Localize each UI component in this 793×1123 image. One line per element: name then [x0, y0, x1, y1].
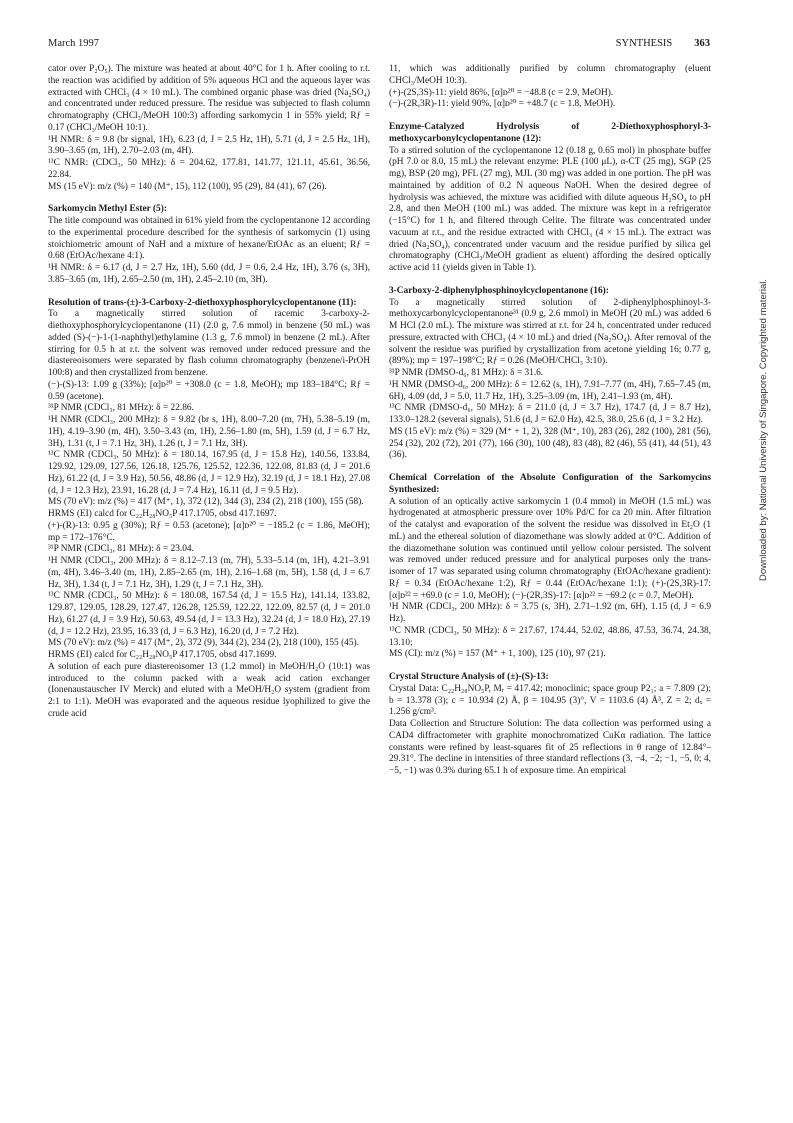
paragraph: MS (CI): m/z (%) = 157 (M⁺ + 1, 100), 125 (10), 97 (21). [389, 649, 606, 660]
paragraph: A solution of an optically active sarkomycin 1 (0.4 mmol) in MeOH (1.5 mL) was hydrogenated at atmospheric pressure over 10% Pd/C for ca 20 min. After filtration of the catalyst and evaporation of the solvent the residue was dissolved in Et₂O (1 mL) and the ethereal solution of diazomethane was slowly added at 0°C. Addition of the diazomethane solution was continued until yellow colour persisted. The solvent was removed under reduced pressure and for analytical purposes only the trans-isomer of 17 was separated using column chromatography (EtOAc/hexane gradient): Rƒ = 0.34 (EtOAc/hexane 1:2), Rƒ = 0.44 (EtOAc/hexane 1:1); (+)-(2S,3R)-17: [α]ᴅ²² = +69.0 (c = 1.0, MeOH); (−)-(2R,3S)-17: [α]ᴅ²² = −69.2 (c = 0.7, MeOH). [389, 496, 711, 601]
paragraph: MS (15 eV): m/z (%) = 140 (M⁺, 15), 112 (100), 95 (29), 84 (41), 67 (26). [48, 181, 327, 192]
paragraph: To a magnetically stirred solution of racemic 3-carboxy-2-diethoxyphosphorylcyclopentanone (11) (2.0 g, 7.6 mmol) in benzene (50 mL) was added (S)-(−)-1-(1-naphthyl)ethylamine (1.3 g, 7.6 mmol) in benzene (2 mL). After stirring for 0.5 h at r.t. the solvent was removed under reduced pressure and the diastereoisomers were separated by flash column chromatography (benzene/i-PrOH 100:8) and then crystallized from benzene. [48, 309, 370, 378]
paragraph: ¹³C NMR: (CDCl₃, 50 MHz): δ = 204.62, 177.81, 141.77, 121.11, 45.61, 36.56, 22.84. [48, 158, 370, 180]
paragraph: (−)-(2R,3R)-11: yield 90%, [α]ᴅ²⁰ = +48.7 (c = 1.8, MeOH). [389, 99, 616, 110]
paragraph: (+)-(R)-13: 0.95 g (30%); Rƒ = 0.53 (acetone); [α]ᴅ²⁰ = −185.2 (c = 1.86, MeOH); mp = 172–176°C. [48, 520, 370, 543]
paragraph: ¹³C NMR (CDCl₃, 50 MHz): δ = 180.14, 167.95 (d, J = 15.8 Hz), 140.56, 133.84, 129.92, 129.09, 127.56, 126.18, 125.76, 125.52, 122.36, 122.08, 81.83 (d, J = 201.6 Hz), 61.22 (d, J = 3.9 Hz), 50.56, 48.86 (d, J = 12.9 Hz), 32.19 (d, J = 18.1 Hz), 27.08 (d, J = 12.3 Hz), 23.91, 16.28 (d, J = 7.4 Hz), 16.11 (d, J = 9.5 Hz). [48, 450, 370, 496]
paragraph: ¹H NMR: δ = 6.17 (d, J = 2.7 Hz, 1H), 5.60 (dd, J = 0.6, 2.4 Hz, 1H), 3.76 (s, 3H), 3.85–3.65 (m, 1H), 2.65–2.50 (m, 1H), 2.45–2.10 (m, 3H). [48, 263, 370, 285]
paragraph: To a stirred solution of the cyclopentanone 12 (0.18 g, 0.65 mol) in phosphate buffer (pH 7.0 or 8.0, 15 mL) the relevant enzyme: PLE (100 μL), α-CT (25 mg), SGP (25 mg), BSP (20 mg), PFL (27 mg), MJL (30 mg) was added in one portion. The pH was maintained by addition of 0.2 N aqueous NaOH. When the desired degree of hydrolysis was achieved, the mixture was acidified with dilute aqueous H₂SO₄ to pH 2.8, and then MeOH (100 mL) was added. The mixture was kept in a refrigerator (−15°C) for 1 h, and filtered through Celite. The filtrate was concentrated under vacuum at r.t., and the residue extracted with CHCl₃ (4 × 15 mL). The extract was dried (Na₂SO₄), concentrated under vacuum and the residue purified by silica gel chromatography (CHCl₃/MeOH gradient as eluent) affording the desired optically active acid 11 (yields given in Table 1). [389, 145, 711, 273]
paragraph: ¹H NMR (CDCl₃, 200 MHz): δ = 8.12–7.13 (m, 7H), 5.33–5.14 (m, 1H), 4.21–3.91 (m, 4H), 3.46–3.40 (m, 1H), 2.85–2.65 (m, 1H), 2.16–1.68 (m, 5H), 1.58 (d, J = 6.7 Hz, 3H), 1.34 (t, J = 7.1 Hz, 3H), 1.29 (t, J = 7.1 Hz, 3H). [48, 556, 370, 590]
paragraph: ¹H NMR: δ = 9.8 (br signal, 1H), 6.23 (d, J = 2.5 Hz, 1H), 5.71 (d, J = 2.5 Hz, 1H), 3.90–3.65 (m, 1H), 2.70–2.03 (m, 4H). [48, 134, 370, 157]
paragraph: HRMS (EI) calcd for C₂₂H₂₈NO₅P 417.1705, obsd 417.1699. [48, 650, 277, 660]
paragraph: To a magnetically stirred solution of 2-diphenylphosphinoyl-3-methoxycarbonylcyclopentanone³¹ (0.9 g, 2.6 mmol) in MeOH (20 mL) was added 6 M HCl (2.0 mL). The mixture was stirred at r.t. for 24 h, concentrated under reduced pressure, extracted with CHCl₃ (4 × 10 mL) and dried (Na₂SO₄). After removal of the solvent the residue was purified by crystallization from acetone yielding 16; 0.77 g, (89%); mp = 197–198°C; Rƒ = 0.26 (MeOH/CHCl₃ 3:10). [389, 297, 711, 367]
paragraph: ³¹P NMR (CDCl₃, 81 MHz): δ = 22.86. [48, 403, 194, 414]
paragraph: ¹³C NMR (CDCl₃, 50 MHz): δ = 217.67, 174.44, 52.02, 48.86, 47.53, 36.74, 24.38, 13.10; [389, 625, 711, 648]
paragraph: ³¹P NMR (DMSO-d₆, 81 MHz): δ = 31.6. [389, 368, 544, 378]
right-column [389, 64, 711, 778]
section-heading: Sarkomycin Methyl Ester (5): [48, 204, 167, 215]
paragraph: MS (70 eV): m/z (%) = 417 (M⁺, 2), 372 (9), 344 (2), 234 (2), 218 (100), 155 (45). [48, 638, 359, 649]
running-head [48, 38, 710, 52]
issue-date: March 1997 [48, 38, 100, 49]
page-number: 363 [694, 38, 710, 49]
left-column [48, 64, 370, 721]
paragraph: A solution of each pure diastereoisomer 13 (1.2 mmol) in MeOH/H₂O (10:1) was introduced to the column packed with a weak acid cation exchanger (Ionenaustauscher IV Merck) and eluted with a MeOH/H₂O system (gradient from 2:1 to 1:1). MeOH was evaporated and the aqueous residue lyophilized to give the crude acid [48, 661, 370, 719]
paragraph: cator over P₂O₅). The mixture was heated at about 40°C for 1 h. After cooling to r.t. the reaction was acidified by addition of 5% aqueous HCl and the aqueous layer was extracted with CHCl₃ (4 × 10 mL). The combined organic phase was dried (Na₂SO₄) and concentrated under reduced pressure. The residue was subjected to flash column chromatography (CHCl₃/MeOH 100:3) affording sarkomycin 1 in 55% yield; Rƒ = 0.17 (CHCl₃/MeOH 10:1). [48, 64, 370, 133]
section-heading: Chemical Correlation of the Absolute Configuration of the Sarkomycins Synthesized: [389, 473, 711, 495]
paragraph: ¹³C NMR (DMSO-d₆, 50 MHz): δ = 211.0 (d, J = 3.7 Hz), 174.7 (d, J = 8.7 Hz), 133.0–128.2 (several signals), 51.6 (d, J = 62.0 Hz), 42.5, 38.0, 25.6 (d, J = 3.2 Hz). [389, 403, 711, 425]
section-heading: Crystal Structure Analysis of (±)-(S)-13: [389, 672, 549, 682]
paragraph: Data Collection and Structure Solution: The data collection was performed using a CAD4 diffractometer with graphite monochromatized CuKα radiation. The lattice constants were refined by least-squares fit of 25 reflections in θ range of 12.84°–29.31°. The decline in intensities of three standard reflections (3, −4, −2; −1, −5, 0; 4, −5, −1) was 0.3% during 65.1 h of exposure time. An empirical [389, 719, 711, 776]
download-notice-text: Downloaded by: National University of Singapore. Copyrighted material. [758, 278, 769, 582]
paragraph: HRMS (EI) calcd for C₂₂H₂₈NO₅P 417.1705, obsd 417.1697. [48, 509, 277, 519]
paragraph: ¹³C NMR (CDCl₃, 50 MHz): δ = 180.08, 167.54 (d, J = 15.5 Hz), 141.14, 133.82, 129.87, 129.05, 128.29, 127.47, 126.28, 125.59, 122.22, 122.09, 82.57 (d, J = 201.0 Hz), 61.27 (d, J = 3.9 Hz), 50.63, 49.54 (d, J = 13.3 Hz), 32.24 (d, J = 18.0 Hz), 27.19 (d, J = 12.2 Hz), 23.95, 16.33 (d, J = 6.3 Hz), 16.20 (d, J = 7.2 Hz). [48, 591, 370, 637]
paragraph: Crystal Data: C₂₂H₂₈NO₅P, Mᵣ = 417.42; monoclinic; space group P2₁; a = 7.809 (2); b = 13.378 (3); c = 10.934 (2) Å, β = 104.95 (3)°, V = 1103.6 (4) Å³, Z = 2; dₓ = 1.256 g/cm³. [389, 683, 711, 718]
section-heading: 3-Carboxy-2-diphenylphosphinoylcyclopentanone (16): [389, 285, 609, 296]
journal-and-page [616, 38, 710, 49]
paragraph: 11, which was additionally purified by column chromatography (eluent CHCl₃/MeOH 10:3). [389, 64, 711, 86]
paragraph: (−)-(S)-13: 1.09 g (33%); [α]ᴅ²⁰ = +308.0 (c = 1.8, MeOH); mp 183–184°C; Rƒ = 0.59 (acetone). [48, 379, 370, 402]
journal-name: SYNTHESIS [615, 38, 673, 49]
paragraph: ¹H NMR (CDCl₃, 200 MHz): δ = 3.75 (s, 3H), 2.71–1.92 (m, 6H), 1.15 (d, J = 6.9 Hz). [389, 602, 711, 624]
paragraph: ¹H NMR (CDCl₃, 200 MHz): δ = 9.82 (br s, 1H), 8.00–7.20 (m, 7H), 5.38–5.19 (m, 1H), 4.19–3.90 (m, 4H), 3.50–3.43 (m, 1H), 2.56–1.80 (m, 5H), 1.59 (d, J = 6.7 Hz, 3H), 1.31 (t, J = 7.1 Hz, 3H), 1.26 (t, J = 7.1 Hz, 3H). [48, 415, 370, 449]
paragraph: MS (70 eV): m/z (%) = 417 (M⁺, 1), 372 (12), 344 (3), 234 (2), 218 (100), 155 (58). [48, 497, 364, 508]
section-heading: Enzyme-Catalyzed Hydrolysis of 2-Diethoxyphosphoryl-3-methoxycarbonylcyclopentanone (12): [389, 122, 711, 144]
paragraph: MS (15 eV): m/z (%) = 329 (M⁺ + 1, 2), 328 (M⁺, 10), 283 (26), 282 (100), 281 (56), 254 (32), 202 (72), 201 (77), 166 (30), 100 (48), 83 (48), 82 (46), 55 (41), 44 (51), 43 (36). [389, 426, 711, 461]
paragraph: (+)-(2S,3S)-11: yield 86%, [α]ᴅ²⁰ = −48.8 (c = 2.9, MeOH). [389, 87, 614, 98]
paragraph: ¹H NMR (DMSO-d₆, 200 MHz): δ = 12.62 (s, 1H), 7.91–7.77 (m, 4H), 7.65–7.45 (m, 6H), 4.09 (dd, J = 5.0, 11.7 Hz, 1H), 3.25–3.09 (m, 1H), 2.41–1.93 (m, 4H). [389, 379, 711, 402]
section-heading: Resolution of trans-(±)-3-Carboxy-2-diethoxyphosphorylcyclopentanone (11): [48, 297, 357, 308]
download-notice [758, 160, 772, 700]
paragraph: The title compound was obtained in 61% yield from the cyclopentanone 12 according to the experimental procedure described for the synthesis of sarkomycin (1) using stoichiometric amount of NaH and a mixture of hexane/EtOAc as an eluent; Rƒ = 0.68 (EtOAc/hexane 4:1). [48, 216, 370, 262]
paragraph: ³¹P NMR (CDCl₃, 81 MHz): δ = 23.04. [48, 544, 194, 555]
